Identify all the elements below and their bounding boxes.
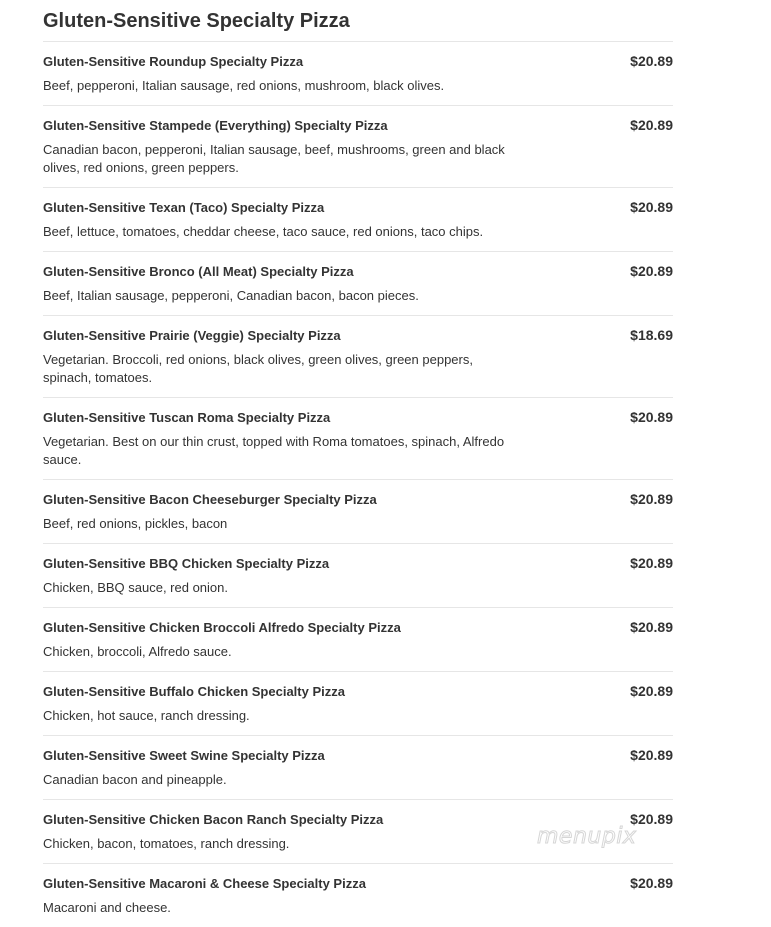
item-description: Canadian bacon, pepperoni, Italian sausage, beef, mushrooms, green and black olives, red onions, green peppers. (43, 142, 505, 175)
watermark-logo: menupix (537, 824, 637, 849)
menu-item (43, 188, 673, 252)
menu-item (43, 106, 673, 188)
item-description: Beef, Italian sausage, pepperoni, Canadian bacon, bacon pieces. (43, 288, 419, 303)
item-name: Gluten-Sensitive Prairie (Veggie) Specialty Pizza (43, 328, 341, 343)
item-price: $20.89 (630, 811, 673, 827)
section-title: Gluten-Sensitive Specialty Pizza (43, 0, 673, 42)
menu-item (43, 608, 673, 672)
item-price: $20.89 (630, 199, 673, 215)
menu-item (43, 480, 673, 544)
item-name: Gluten-Sensitive Roundup Specialty Pizza (43, 54, 304, 69)
item-name: Gluten-Sensitive BBQ Chicken Specialty Pizza (43, 556, 330, 571)
menu-item (43, 672, 673, 736)
item-description: Chicken, broccoli, Alfredo sauce. (43, 644, 232, 659)
item-description: Vegetarian. Best on our thin crust, topped with Roma tomatoes, spinach, Alfredo sauce. (43, 434, 505, 467)
menu-item (43, 252, 673, 316)
item-price: $20.89 (630, 53, 673, 69)
menu-item (43, 316, 673, 398)
item-price: $20.89 (630, 491, 673, 507)
menu-item (43, 544, 673, 608)
item-name: Gluten-Sensitive Buffalo Chicken Specialty Pizza (43, 684, 345, 699)
item-name: Gluten-Sensitive Tuscan Roma Specialty Pizza (43, 410, 331, 425)
menu-section (43, 0, 673, 927)
item-price: $20.89 (630, 747, 673, 763)
item-price: $18.69 (630, 327, 673, 343)
item-description: Chicken, hot sauce, ranch dressing. (43, 708, 250, 723)
item-description: Macaroni and cheese. (43, 900, 171, 915)
item-description: Vegetarian. Broccoli, red onions, black olives, green olives, green peppers, spinach, tomatoes. (43, 352, 473, 385)
item-name: Gluten-Sensitive Texan (Taco) Specialty Pizza (43, 200, 325, 215)
menu-item (43, 736, 673, 800)
item-description: Chicken, bacon, tomatoes, ranch dressing. (43, 836, 290, 851)
item-description: Beef, red onions, pickles, bacon (43, 516, 228, 531)
item-name: Gluten-Sensitive Bronco (All Meat) Specialty Pizza (43, 264, 354, 279)
item-description: Beef, pepperoni, Italian sausage, red onions, mushroom, black olives. (43, 78, 445, 93)
item-description: Beef, lettuce, tomatoes, cheddar cheese, taco sauce, red onions, taco chips. (43, 224, 484, 239)
menu-item (43, 398, 673, 480)
item-name: Gluten-Sensitive Stampede (Everything) Specialty Pizza (43, 118, 388, 133)
item-name: Gluten-Sensitive Sweet Swine Specialty Pizza (43, 748, 325, 763)
menu-item (43, 42, 673, 106)
item-price: $20.89 (630, 875, 673, 891)
item-description: Chicken, BBQ sauce, red onion. (43, 580, 228, 595)
item-price: $20.89 (630, 117, 673, 133)
item-price: $20.89 (630, 263, 673, 279)
item-price: $20.89 (630, 555, 673, 571)
item-name: Gluten-Sensitive Chicken Bacon Ranch Specialty Pizza (43, 812, 384, 827)
item-price: $20.89 (630, 409, 673, 425)
item-description: Canadian bacon and pineapple. (43, 772, 227, 787)
menu-item (43, 800, 673, 864)
item-price: $20.89 (630, 619, 673, 635)
item-name: Gluten-Sensitive Bacon Cheeseburger Specialty Pizza (43, 492, 377, 507)
item-name: Gluten-Sensitive Macaroni & Cheese Specialty Pizza (43, 876, 366, 891)
item-name: Gluten-Sensitive Chicken Broccoli Alfredo Specialty Pizza (43, 620, 401, 635)
item-price: $20.89 (630, 683, 673, 699)
menu-item (43, 864, 673, 927)
